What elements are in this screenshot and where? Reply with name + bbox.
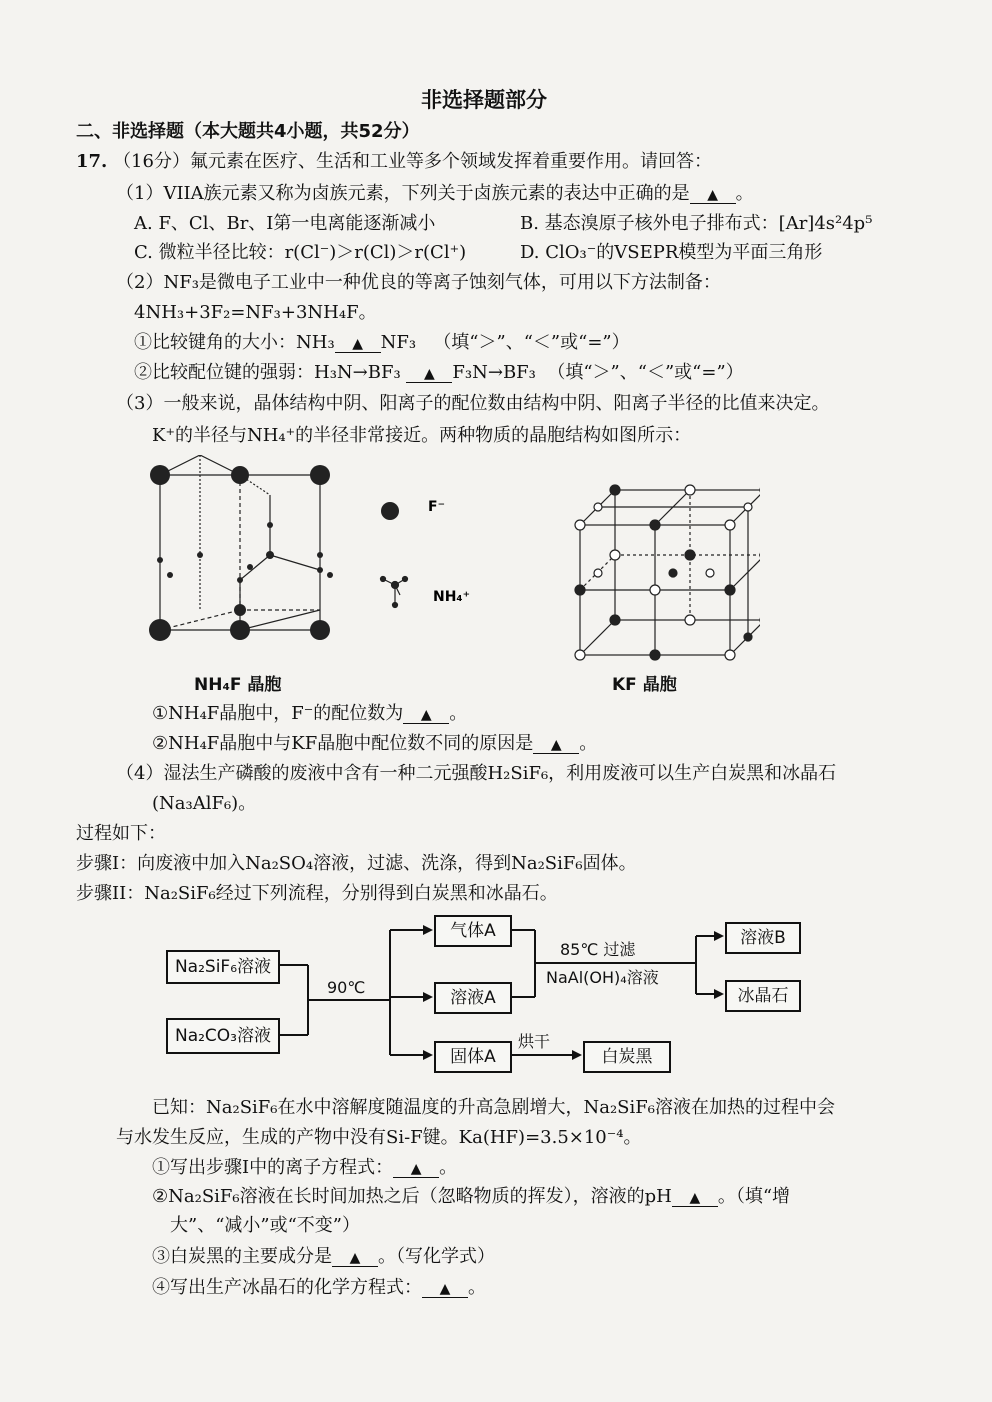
answer-blank[interactable]: ▲ <box>403 707 449 724</box>
flow-label-reagent: NaAl(OH)₄溶液 <box>546 968 659 987</box>
q17-4-sub3 <box>152 1245 495 1269</box>
punct: 。 <box>468 1277 486 1298</box>
section-heading: 二、非选择题（本大题共4小题，共52分） <box>76 121 420 142</box>
flow-box-white-carbon: 白炭黑 <box>583 1041 671 1073</box>
hint: （填“＞”、“＜”或“=”） <box>433 332 630 353</box>
q17-1-option-d: D. ClO₃⁻的VSEPR模型为平面三角形 <box>520 242 823 263</box>
text: ④写出生产冰晶石的化学方程式： <box>152 1277 422 1298</box>
text: ①NH₄F晶胞中，F⁻的配位数为 <box>152 703 404 724</box>
text: ②NH₄F晶胞中与KF晶胞中配位数不同的原因是 <box>152 733 534 754</box>
q17-intro-text: （16分）氟元素在医疗、生活和工业等多个领域发挥着重要作用。请回答： <box>113 151 712 172</box>
q17-4-known: 已知：Na₂SiF₆在水中溶解度随温度的升高急剧增大，Na₂SiF₆溶液在加热的过程中会 <box>152 1097 835 1118</box>
punct: 。 <box>735 183 754 204</box>
kf-caption: KF 晶胞 <box>612 675 677 695</box>
q17-4-sub4 <box>152 1276 486 1300</box>
legend-f-label: F⁻ <box>428 499 445 515</box>
page-title: 非选择题部分 <box>421 88 547 112</box>
q17-4-step1: 步骤I：向废液中加入Na₂SO₄溶液，过滤、洗涤，得到Na₂SiF₆固体。 <box>76 853 637 874</box>
flow-box-cryolite: 冰晶石 <box>725 980 801 1012</box>
flow-label-90c: 90℃ <box>327 978 366 997</box>
flow-box-solid-a: 固体A <box>434 1041 512 1073</box>
legend-nh4-label: NH₄⁺ <box>433 589 470 605</box>
text: ①写出步骤Ⅰ中的离子方程式： <box>152 1157 394 1178</box>
text: ②比较配位键的强弱：H₃N→BF₃ <box>134 362 401 383</box>
answer-blank[interactable]: ▲ <box>393 1161 439 1178</box>
flow-box-gas-a: 气体A <box>434 915 512 947</box>
punct: 。 <box>439 1157 458 1178</box>
answer-blank[interactable]: ▲ <box>332 1250 378 1267</box>
q17-4-stem: （4）湿法生产磷酸的废液中含有一种二元强酸H₂SiF₆，利用废液可以生产白炭黑和冰晶石 <box>116 763 837 784</box>
q17-4-known2: 与水发生反应，生成的产物中没有Si-F键。Ka(HF)=3.5×10⁻⁴。 <box>116 1127 642 1148</box>
text: 。（写化学式） <box>378 1246 495 1267</box>
q17-1-option-a: A. F、Cl、Br、I第一电离能逐渐减小 <box>134 213 436 234</box>
flow-box-na2co3-solution: Na₂CO₃溶液 <box>166 1018 280 1054</box>
text: ③白炭黑的主要成分是 <box>152 1246 332 1267</box>
q17-number: 17. <box>76 151 108 172</box>
flow-label-dry: 烘干 <box>518 1032 551 1051</box>
q17-4-process: 过程如下： <box>76 823 166 844</box>
q17-4-sub2 <box>152 1185 790 1209</box>
q17-4-step2: 步骤II：Na₂SiF₆经过下列流程，分别得到白炭黑和冰晶石。 <box>76 883 558 904</box>
flow-label-85c-filter: 85℃ 过滤 <box>560 940 636 959</box>
text: ②Na₂SiF₆溶液在长时间加热之后（忽略物质的挥发），溶液的pH <box>152 1186 672 1207</box>
answer-blank[interactable]: ▲ <box>533 737 579 754</box>
q17-3-stem2: K⁺的半径与NH₄⁺的半径非常接近。两种物质的晶胞结构如图所示： <box>152 425 692 446</box>
punct: 。 <box>579 733 598 754</box>
text: ①比较键角的大小：NH₃ <box>134 332 335 353</box>
nh4f-caption: NH₄F 晶胞 <box>194 675 282 695</box>
q17-1-option-b: B. 基态溴原子核外电子排布式：[Ar]4s²4p⁵ <box>520 213 873 234</box>
q17-2-stem: （2）NF₃是微电子工业中一种优良的等离子蚀刻气体，可用以下方法制备： <box>116 272 721 293</box>
flow-box-na2sif6-solution: Na₂SiF₆溶液 <box>166 950 280 984</box>
q17-2-equation: 4NH₃+3F₂=NF₃+3NH₄F。 <box>134 302 377 323</box>
answer-blank[interactable]: ▲ <box>406 366 452 383</box>
text: NF₃ <box>380 332 417 353</box>
hint: （填“＞”、“＜”或“=”） <box>547 362 744 383</box>
answer-blank[interactable]: ▲ <box>672 1190 718 1207</box>
text: 。（填“增 <box>717 1186 791 1207</box>
text: F₃N→BF₃ <box>452 362 536 383</box>
q17-4-sub2-cont: 大”、“减小”或“不变”） <box>170 1215 361 1236</box>
flow-box-solution-a: 溶液A <box>434 982 512 1014</box>
answer-blank[interactable]: ▲ <box>335 336 381 353</box>
answer-blank[interactable]: ▲ <box>690 187 736 204</box>
q17-3-stem: （3）一般来说，晶体结构中阴、阳离子的配位数由结构中阴、阳离子半径的比值来决定。 <box>116 393 830 414</box>
answer-blank[interactable]: ▲ <box>422 1281 468 1298</box>
punct: 。 <box>449 703 468 724</box>
q17-1-option-c: C. 微粒半径比较：r(Cl⁻)＞r(Cl)＞r(Cl⁺) <box>134 242 467 263</box>
q17-4-sub1 <box>152 1156 457 1180</box>
flow-box-solution-b: 溶液B <box>725 922 801 954</box>
q17-4-stem2: (Na₃AlF₆)。 <box>152 793 257 814</box>
q17-1-stem-text: （1）VIIA族元素又称为卤族元素，下列关于卤族元素的表达中正确的是 <box>116 183 690 204</box>
